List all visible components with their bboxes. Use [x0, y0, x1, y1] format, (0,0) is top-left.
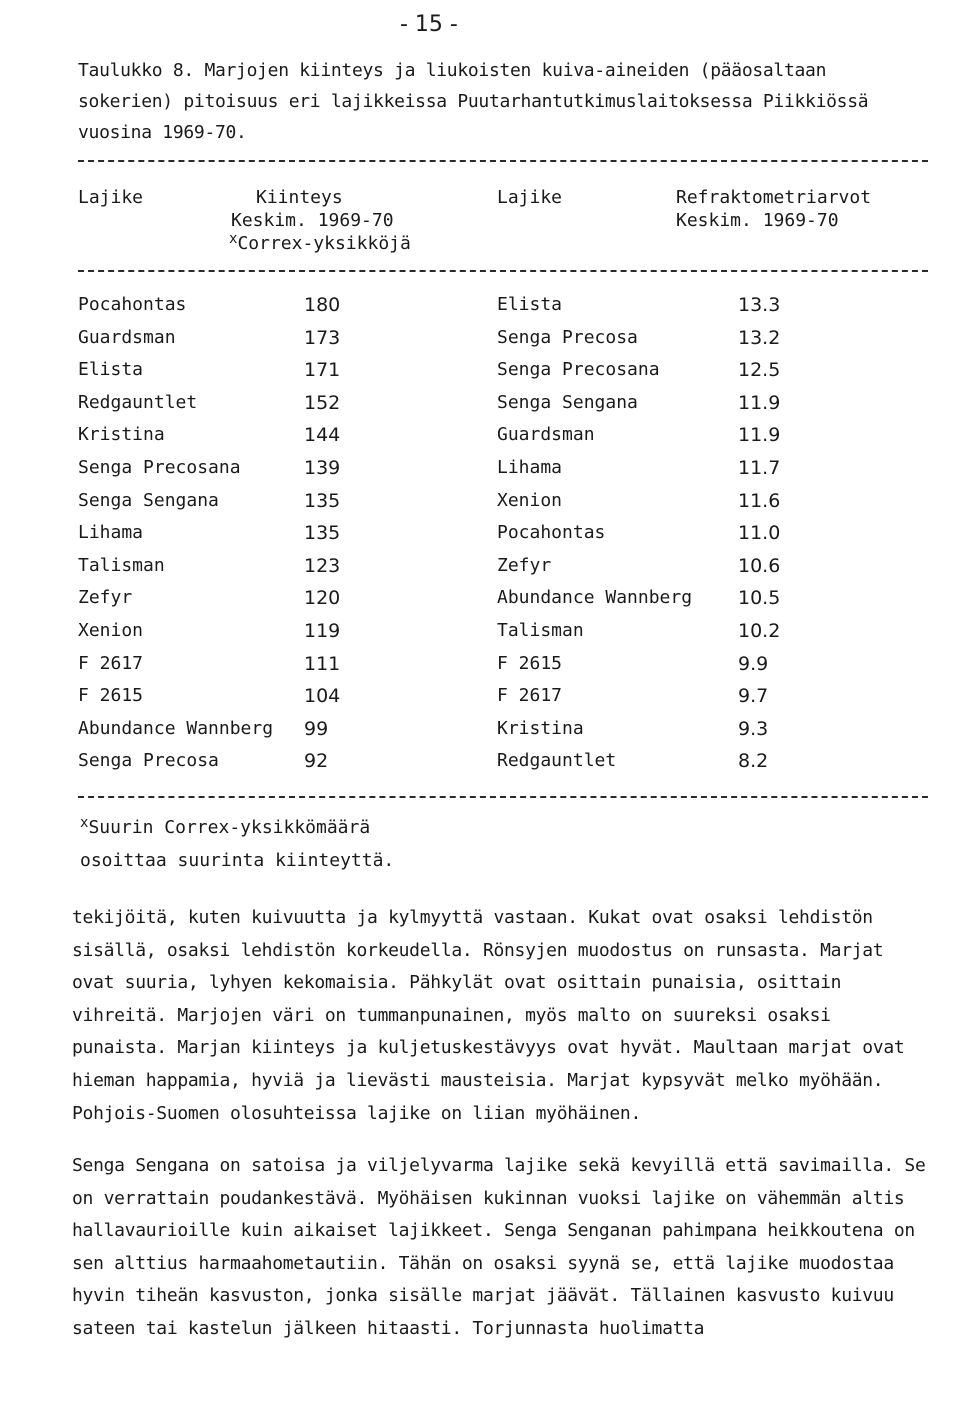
refractometer-value: 9.7: [738, 685, 769, 708]
footnote-marker: x: [80, 815, 89, 831]
table-row: [0, 583, 960, 616]
firmness-cultivar: Lihama: [78, 522, 144, 544]
refractometer-cultivar: Kristina: [497, 717, 584, 739]
refractometer-value: 9.9: [738, 652, 769, 675]
firmness-value: 123: [304, 554, 341, 577]
table-row: [0, 714, 960, 747]
refractometer-value: 8.2: [738, 750, 769, 773]
firmness-cultivar: Abundance Wannberg: [78, 717, 274, 739]
firmness-value: 111: [304, 652, 341, 675]
header-cultivar-right: Lajike: [497, 187, 563, 208]
firmness-cultivar: Xenion: [78, 619, 144, 641]
firmness-value: 180: [304, 294, 341, 316]
refractometer-cultivar: Abundance Wannberg: [497, 587, 693, 609]
firmness-value: 120: [304, 587, 341, 610]
refractometer-value: 11.9: [738, 391, 781, 414]
table-row: [0, 323, 960, 356]
table-row: [0, 486, 960, 519]
header-refractometer-period: Keskim. 1969-70: [676, 210, 839, 231]
refractometer-value: 11.7: [738, 456, 781, 479]
firmness-cultivar: Guardsman: [78, 326, 176, 348]
footnote-line-1: [80, 812, 394, 845]
header-firmness-unit-text: Correx-yksikköjä: [237, 233, 411, 254]
table-bottom-rule: [78, 796, 928, 798]
refractometer-cultivar: Lihama: [497, 456, 563, 478]
refractometer-value: 11.6: [738, 489, 781, 512]
header-firmness-period: Keskim. 1969-70: [231, 210, 394, 231]
table-row: [0, 616, 960, 649]
firmness-cultivar: F 2615: [78, 685, 144, 707]
refractometer-cultivar: F 2617: [497, 685, 563, 707]
refractometer-value: 12.5: [738, 359, 781, 382]
refractometer-cultivar: Redgauntlet: [497, 750, 617, 772]
firmness-value: 104: [304, 685, 341, 708]
refractometer-cultivar: Guardsman: [497, 424, 595, 446]
firmness-cultivar: Pocahontas: [78, 294, 187, 315]
refractometer-value: 13.3: [738, 294, 781, 316]
refractometer-cultivar: Senga Sengana: [497, 391, 638, 413]
table-row: [0, 649, 960, 682]
firmness-cultivar: Redgauntlet: [78, 391, 198, 413]
refractometer-cultivar: Xenion: [497, 489, 563, 511]
refractometer-value: 10.2: [738, 619, 781, 642]
refractometer-value: 11.9: [738, 424, 781, 447]
firmness-cultivar: Senga Precosa: [78, 750, 219, 772]
firmness-value: 139: [304, 456, 341, 479]
firmness-value: 171: [304, 359, 341, 382]
firmness-value: 135: [304, 522, 341, 545]
footnote-line-2: osoittaa suurinta kiinteyttä.: [80, 850, 395, 871]
firmness-cultivar: Kristina: [78, 424, 165, 446]
refractometer-value: 9.3: [738, 717, 769, 740]
table-caption: Taulukko 8. Marjojen kiinteys ja liukoisten kuiva-aineiden (pääosaltaan sokerien) pitoisuus eri lajikkeissa Puutarhantutkimuslaitoksessa Piikkiössä vuosina 1969-70.: [78, 60, 869, 143]
table-row: [0, 746, 960, 779]
refractometer-value: 11.0: [738, 522, 781, 545]
body-paragraph: tekijöitä, kuten kuivuutta ja kylmyyttä vastaan. Kukat ovat osaksi lehdistön sisällä, osaksi lehdistön korkeudella. Rönsyjen muodostus on runsasta. Marjat ovat suuria, lyhyen kekomaisia. Pähkylät ovat osittain punaisia, osittain vihreitä. Marjojen väri on tummanpunainen, myös malto on suureksi osaksi punaista. Marjan kiinteys ja kuljetuskestävyys ovat hyvät. Maultaan marjat ovat hieman happamia, hyviä ja lievästi mausteisia. Marjat kypsyvät melko myöhään. Pohjois-Suomen olosuhteissa lajike on liian myöhäinen.: [72, 907, 905, 1124]
body-paragraph: Senga Sengana on satoisa ja viljelyvarma lajike sekä kevyillä että savimailla. Se on verrattain poudankestävä. Myöhäisen kukinnan vuoksi lajike on vähemmän altis hallavaurioille kuin aikaiset lajikkeet. Senga Senganan pahimpana heikkoutena on sen alttius harmaahometautiin. Tähän on osaksi syynä se, että lajike muodostaa hyvin tiheän kasvuston, jonka sisälle marjat jäävät. Tällainen kasvusto kuivuu sateen tai kastelun jälkeen hitaasti. Torjunnasta huolimatta: [72, 1155, 926, 1339]
refractometer-cultivar: F 2615: [497, 652, 563, 674]
header-firmness-unit: [229, 231, 411, 255]
firmness-value: 173: [304, 326, 341, 349]
refractometer-value: 10.5: [738, 587, 781, 610]
firmness-value: 92: [304, 750, 329, 773]
firmness-cultivar: Elista: [78, 359, 144, 381]
firmness-value: 152: [304, 391, 341, 414]
table-row: [0, 518, 960, 551]
refractometer-value: 13.2: [738, 326, 781, 349]
table-row: [0, 355, 960, 388]
table-row: [0, 551, 960, 584]
firmness-cultivar: F 2617: [78, 652, 144, 674]
table-body: [0, 290, 960, 779]
refractometer-cultivar: Pocahontas: [497, 522, 606, 544]
footnote-text-1: Suurin Correx-yksikkömäärä: [88, 817, 371, 838]
table-row: [0, 453, 960, 486]
table-row: [0, 681, 960, 714]
footnote-marker: x: [229, 231, 238, 247]
refractometer-value: 10.6: [738, 554, 781, 577]
refractometer-cultivar: Elista: [497, 294, 563, 315]
table-footnote: [80, 812, 394, 876]
firmness-cultivar: Talisman: [78, 554, 165, 576]
table-header-rule: [78, 270, 928, 272]
firmness-cultivar: Zefyr: [78, 587, 133, 609]
refractometer-cultivar: Zefyr: [497, 554, 552, 576]
header-refractometer-title: Refraktometriarvot: [676, 187, 872, 208]
refractometer-cultivar: Senga Precosana: [497, 359, 660, 381]
table-row: [0, 420, 960, 453]
firmness-value: 144: [304, 424, 341, 447]
header-firmness-title: Kiinteys: [256, 187, 343, 208]
table-top-rule: [78, 160, 928, 162]
firmness-cultivar: Senga Sengana: [78, 489, 219, 511]
firmness-value: 135: [304, 489, 341, 512]
firmness-value: 99: [304, 717, 329, 740]
table-row: [0, 388, 960, 421]
firmness-value: 119: [304, 619, 341, 642]
refractometer-cultivar: Talisman: [497, 619, 584, 641]
page-number: - 15 -: [400, 12, 458, 37]
refractometer-cultivar: Senga Precosa: [497, 326, 638, 348]
table-row: [0, 290, 960, 323]
header-cultivar-left: Lajike: [78, 187, 144, 208]
firmness-cultivar: Senga Precosana: [78, 456, 241, 478]
